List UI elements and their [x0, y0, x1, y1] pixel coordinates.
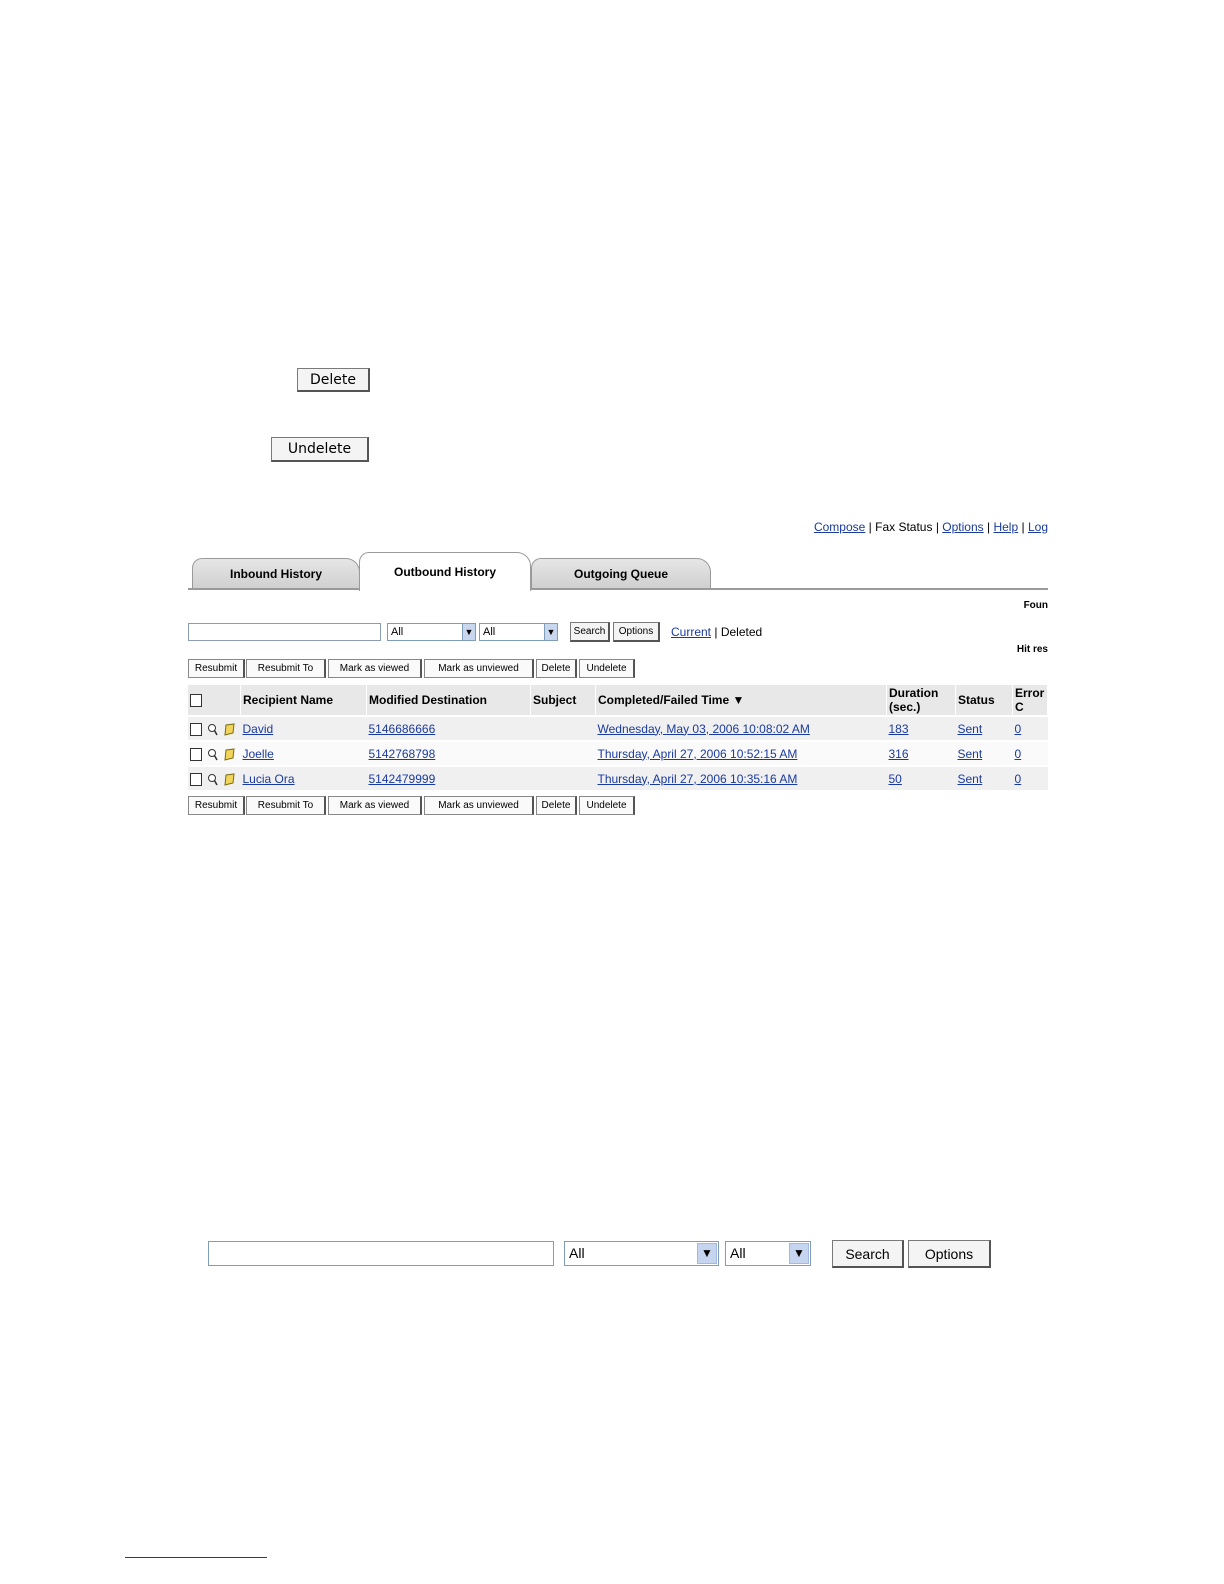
- status-cell[interactable]: [956, 766, 1013, 790]
- fax-status-label: Fax Status: [875, 520, 933, 534]
- table-header-row: [188, 685, 1048, 716]
- recipient-header[interactable]: Recipient Name: [241, 685, 367, 716]
- duration-cell[interactable]: [887, 716, 956, 741]
- destination-cell[interactable]: [367, 741, 531, 766]
- duration-cell[interactable]: [887, 741, 956, 766]
- found-count: Foun: [1023, 600, 1048, 611]
- view-switch: [671, 625, 762, 639]
- recipient-cell[interactable]: [241, 741, 367, 766]
- status-cell[interactable]: [956, 741, 1013, 766]
- subject-cell: [531, 741, 596, 766]
- recipient-cell[interactable]: [241, 766, 367, 790]
- compose-link[interactable]: Compose: [813, 520, 866, 534]
- status-link[interactable]: Sent: [957, 746, 983, 761]
- recipient-link[interactable]: Joelle: [242, 746, 274, 761]
- error-link[interactable]: 0: [1014, 721, 1022, 736]
- search-input[interactable]: [188, 623, 381, 641]
- filter-select-1-value: All: [391, 626, 404, 638]
- magnifier-icon[interactable]: [207, 723, 218, 736]
- tab-outgoing-queue[interactable]: Outgoing Queue: [531, 558, 711, 589]
- tab-outbound-history[interactable]: Outbound History: [359, 552, 531, 591]
- error-cell[interactable]: [1013, 766, 1048, 790]
- table-row: [188, 716, 1048, 741]
- row-controls: [188, 766, 241, 790]
- undelete-button[interactable]: Undelete: [271, 437, 369, 462]
- dropdown-arrow-icon[interactable]: ▼: [697, 1243, 717, 1264]
- select-all-checkbox[interactable]: [190, 694, 202, 707]
- duration-header[interactable]: Duration (sec.): [887, 685, 956, 716]
- row-checkbox[interactable]: [190, 773, 202, 786]
- dropdown-arrow-icon[interactable]: ▼: [544, 624, 557, 640]
- time-link[interactable]: Thursday, April 27, 2006 10:52:15 AM: [597, 746, 798, 761]
- undelete-button[interactable]: Undelete: [579, 659, 635, 678]
- tab-inbound-history[interactable]: Inbound History: [192, 558, 360, 589]
- destination-link[interactable]: 5146686666: [368, 721, 436, 736]
- mark-viewed-button[interactable]: Mark as viewed: [328, 796, 422, 815]
- destination-cell[interactable]: [367, 716, 531, 741]
- row-controls: [188, 741, 241, 766]
- search-button[interactable]: Search: [570, 622, 610, 642]
- time-header[interactable]: Completed/Failed Time ▼: [596, 685, 887, 716]
- table-row: [188, 741, 1048, 766]
- magnifier-icon[interactable]: [207, 773, 218, 786]
- row-checkbox[interactable]: [190, 748, 202, 761]
- time-cell[interactable]: [596, 766, 887, 790]
- filter-select-2-value: All: [483, 626, 496, 638]
- filter-select-2[interactable]: [479, 623, 558, 641]
- search-input[interactable]: [208, 1241, 554, 1266]
- resubmit-button[interactable]: Resubmit: [188, 659, 245, 678]
- mark-unviewed-button[interactable]: Mark as unviewed: [424, 659, 534, 678]
- error-cell[interactable]: [1013, 716, 1048, 741]
- status-link[interactable]: Sent: [957, 721, 983, 736]
- dropdown-arrow-icon[interactable]: ▼: [462, 624, 475, 640]
- destination-cell[interactable]: [367, 766, 531, 790]
- help-link[interactable]: Help: [993, 520, 1019, 534]
- note-icon[interactable]: [224, 773, 235, 786]
- row-controls: [188, 716, 241, 741]
- logout-link[interactable]: Log: [1027, 520, 1048, 534]
- error-link[interactable]: 0: [1014, 771, 1022, 786]
- time-link[interactable]: Wednesday, May 03, 2006 10:08:02 AM: [597, 721, 810, 736]
- filter-select-2-value: All: [730, 1245, 746, 1261]
- magnifier-icon[interactable]: [207, 748, 218, 761]
- fax-history-screenshot: [188, 516, 1048, 816]
- recipient-link[interactable]: David: [242, 721, 274, 736]
- search-button[interactable]: Search: [832, 1240, 904, 1268]
- nav-separator: |: [868, 520, 872, 534]
- delete-button[interactable]: Delete: [297, 368, 370, 392]
- destination-link[interactable]: 5142479999: [368, 771, 436, 786]
- footnote-separator: [125, 1557, 267, 1558]
- row-checkbox[interactable]: [190, 723, 202, 736]
- duration-link[interactable]: 50: [888, 771, 902, 786]
- hit-results: Hit res: [1016, 644, 1048, 655]
- dropdown-arrow-icon[interactable]: ▼: [789, 1243, 809, 1264]
- error-link[interactable]: 0: [1014, 746, 1022, 761]
- undelete-button[interactable]: Undelete: [579, 796, 635, 815]
- current-link[interactable]: Current: [671, 625, 712, 639]
- nav-separator: |: [1021, 520, 1025, 534]
- recipient-cell[interactable]: [241, 716, 367, 741]
- top-nav-links: [814, 520, 1048, 534]
- options-link[interactable]: Options: [942, 520, 984, 534]
- filter-select-1[interactable]: [564, 1241, 719, 1266]
- duration-cell[interactable]: [887, 766, 956, 790]
- subject-cell: [531, 766, 596, 790]
- status-cell[interactable]: [956, 716, 1013, 741]
- deleted-label: Deleted: [720, 625, 763, 639]
- select-all-header: [188, 685, 241, 716]
- duration-link[interactable]: 183: [888, 721, 909, 736]
- tab-bar: [188, 552, 1048, 592]
- delete-button[interactable]: Delete: [536, 659, 577, 678]
- recipient-link[interactable]: Lucia Ora: [242, 771, 295, 786]
- subject-header[interactable]: Subject: [531, 685, 596, 716]
- status-header[interactable]: Status: [956, 685, 1013, 716]
- search-bar-enlarged: [208, 1240, 998, 1270]
- destination-link[interactable]: 5142768798: [368, 746, 436, 761]
- table-row: [188, 766, 1048, 790]
- error-header[interactable]: Error C: [1013, 685, 1048, 716]
- time-link[interactable]: Thursday, April 27, 2006 10:35:16 AM: [597, 771, 798, 786]
- note-icon[interactable]: [224, 723, 235, 736]
- nav-separator: |: [935, 520, 939, 534]
- nav-separator: |: [987, 520, 991, 534]
- time-cell[interactable]: [596, 716, 887, 741]
- note-icon[interactable]: [224, 748, 235, 761]
- options-button[interactable]: Options: [908, 1240, 991, 1268]
- mark-viewed-button[interactable]: Mark as viewed: [328, 659, 422, 678]
- status-link[interactable]: Sent: [957, 771, 983, 786]
- time-cell[interactable]: [596, 741, 887, 766]
- action-bar-top: [188, 659, 1048, 679]
- view-separator: |: [714, 625, 718, 639]
- action-bar-bottom: [188, 796, 1048, 816]
- filter-select-2[interactable]: [725, 1241, 811, 1266]
- error-cell[interactable]: [1013, 741, 1048, 766]
- tab-divider: [188, 588, 1048, 590]
- resubmit-to-button[interactable]: Resubmit To: [246, 659, 326, 678]
- duration-link[interactable]: 316: [888, 746, 909, 761]
- history-table: [188, 685, 1048, 790]
- delete-button[interactable]: Delete: [536, 796, 577, 815]
- options-button[interactable]: Options: [613, 622, 660, 642]
- destination-header[interactable]: Modified Destination: [367, 685, 531, 716]
- resubmit-button[interactable]: Resubmit: [188, 796, 245, 815]
- filter-select-1-value: All: [569, 1245, 585, 1261]
- mark-unviewed-button[interactable]: Mark as unviewed: [424, 796, 534, 815]
- resubmit-to-button[interactable]: Resubmit To: [246, 796, 326, 815]
- filter-select-1[interactable]: [387, 623, 476, 641]
- subject-cell: [531, 716, 596, 741]
